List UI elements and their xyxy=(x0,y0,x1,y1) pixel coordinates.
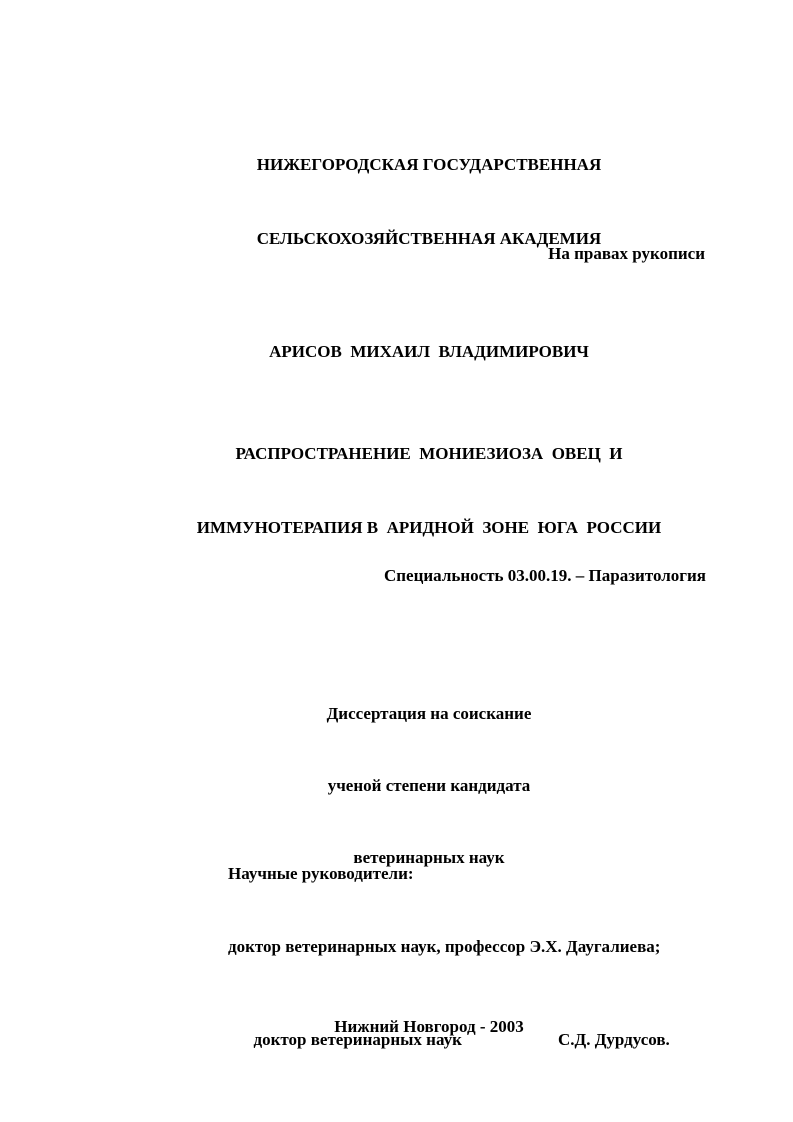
title-line-2: ИММУНОТЕРАПИЯ В АРИДНОЙ ЗОНЕ ЮГА РОССИИ xyxy=(196,518,662,537)
supervisors-block xyxy=(228,824,670,1083)
speciality: Специальность 03.00.19. – Паразитология xyxy=(383,566,706,585)
supervisors-heading: Научные руководители: xyxy=(228,864,414,883)
author-name: АРИСОВ МИХАИЛ ВЛАДИМИРОВИЧ xyxy=(269,342,589,361)
city-year: Нижний Новгород - 2003 xyxy=(334,1017,524,1036)
degree-line-1: Диссертация на соискание xyxy=(326,704,532,723)
institution-line-2: СЕЛЬСКОХОЗЯЙСТВЕННАЯ АКАДЕМИЯ xyxy=(256,229,602,248)
degree-line-2: ученой степени кандидата xyxy=(327,776,531,795)
institution-name xyxy=(0,115,793,303)
supervisor-1: доктор ветеринарных наук, профессор Э.Х. Даугалиева; xyxy=(228,937,661,956)
title-line-1: РАСПРОСТРАНЕНИЕ МОНИЕЗИОЗА ОВЕЦ И xyxy=(235,444,623,463)
supervisor-2-degree: доктор ветеринарных наук xyxy=(253,1030,462,1049)
manuscript-note: На правах рукописи xyxy=(548,244,705,263)
supervisor-2-name: С.Д. Дурдусов. xyxy=(558,1030,670,1049)
degree-line-3: ветеринарных наук xyxy=(353,848,505,867)
institution-line-1: НИЖЕГОРОДСКАЯ ГОСУДАРСТВЕННАЯ xyxy=(256,155,602,174)
dissertation-title xyxy=(0,404,793,592)
